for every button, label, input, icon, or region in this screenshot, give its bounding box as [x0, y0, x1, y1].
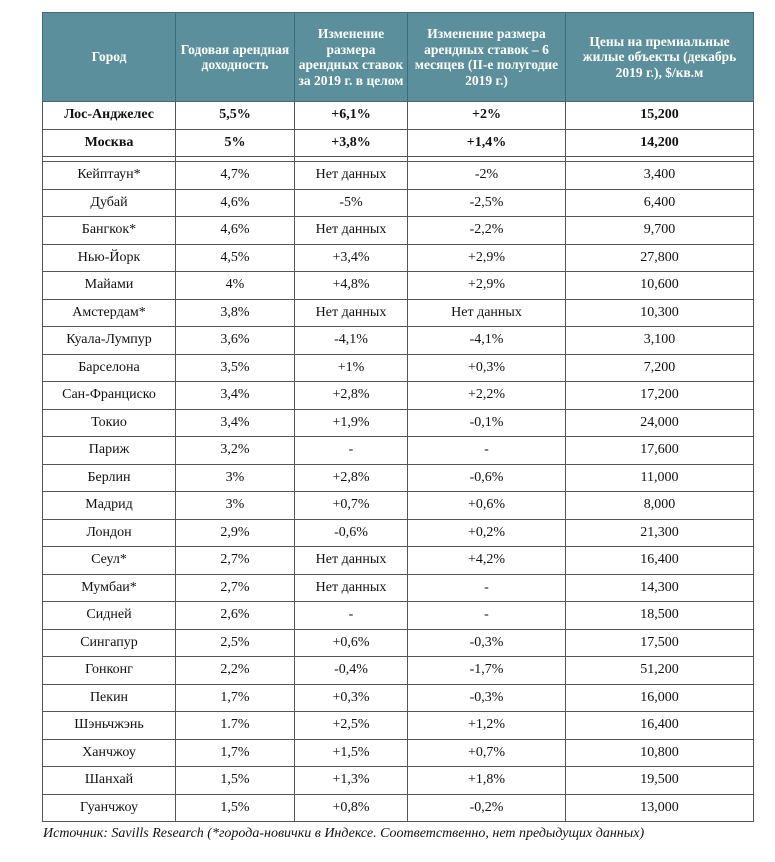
cell-premium-price: 27,800 — [566, 244, 754, 272]
cell-annual-yield: 3,8% — [176, 299, 295, 327]
table-row — [43, 437, 754, 465]
cell-annual-yield: 2,6% — [176, 602, 295, 630]
cell-rent-change-6m: +2,9% — [408, 272, 566, 300]
cell-city: Сеул* — [43, 547, 176, 575]
cell-annual-yield: 1,5% — [176, 767, 295, 795]
cell-city: Мадрид — [43, 492, 176, 520]
cell-annual-yield: 5,5% — [176, 102, 295, 130]
cell-city: Гонконг — [43, 657, 176, 685]
cell-city: Мумбаи* — [43, 574, 176, 602]
cell-premium-price: 16,000 — [566, 684, 754, 712]
header-rent-change-6m: Изменение размера арендных ставок – 6 месяцев (II-е полугодие 2019 г.) — [408, 13, 566, 102]
cell-rent-change-2019: +1,3% — [295, 767, 408, 795]
cell-rent-change-2019: +2,5% — [295, 712, 408, 740]
cell-rent-change-6m: -0,1% — [408, 409, 566, 437]
cell-rent-change-6m: - — [408, 602, 566, 630]
cell-rent-change-2019: -0,6% — [295, 519, 408, 547]
cell-rent-change-2019: - — [295, 602, 408, 630]
table-row — [43, 739, 754, 767]
cell-premium-price: 3,400 — [566, 162, 754, 190]
cell-city: Париж — [43, 437, 176, 465]
table-row — [43, 547, 754, 575]
cell-rent-change-2019: +0,6% — [295, 629, 408, 657]
cell-rent-change-2019: +6,1% — [295, 102, 408, 130]
cell-premium-price: 8,000 — [566, 492, 754, 520]
table-row — [43, 189, 754, 217]
cell-rent-change-6m: - — [408, 574, 566, 602]
cell-annual-yield: 3% — [176, 464, 295, 492]
table-row — [43, 217, 754, 245]
cell-annual-yield: 2,5% — [176, 629, 295, 657]
cell-premium-price: 19,500 — [566, 767, 754, 795]
table-row — [43, 657, 754, 685]
cell-premium-price: 14,200 — [566, 129, 754, 157]
cell-rent-change-2019: Нет данных — [295, 574, 408, 602]
cell-annual-yield: 1,5% — [176, 794, 295, 822]
cell-rent-change-6m: +1,4% — [408, 129, 566, 157]
source-note: Источник: Savills Research (*города-новички в Индексе. Соответственно, нет предыдущих данных) — [43, 826, 645, 841]
cell-premium-price: 18,500 — [566, 602, 754, 630]
cell-premium-price: 16,400 — [566, 547, 754, 575]
header-annual-yield: Годовая арендная доходность — [176, 13, 295, 102]
table-row — [43, 574, 754, 602]
cell-premium-price: 10,600 — [566, 272, 754, 300]
cell-annual-yield: 3,4% — [176, 409, 295, 437]
cell-rent-change-2019: Нет данных — [295, 547, 408, 575]
cell-city: Нью-Йорк — [43, 244, 176, 272]
table-row — [43, 102, 754, 130]
cell-city: Пекин — [43, 684, 176, 712]
cell-rent-change-2019: +0,8% — [295, 794, 408, 822]
cell-rent-change-2019: Нет данных — [295, 217, 408, 245]
cell-annual-yield: 2,7% — [176, 574, 295, 602]
cell-premium-price: 6,400 — [566, 189, 754, 217]
cell-rent-change-2019: +2,8% — [295, 464, 408, 492]
rental-yield-table-container — [42, 12, 753, 822]
cell-rent-change-6m: +1,2% — [408, 712, 566, 740]
cell-rent-change-2019: +0,3% — [295, 684, 408, 712]
cell-rent-change-6m: +0,7% — [408, 739, 566, 767]
cell-rent-change-2019: +3,4% — [295, 244, 408, 272]
rental-yield-table — [42, 12, 754, 822]
table-row — [43, 519, 754, 547]
cell-annual-yield: 3,5% — [176, 354, 295, 382]
cell-annual-yield: 3% — [176, 492, 295, 520]
cell-rent-change-2019: -0,4% — [295, 657, 408, 685]
cell-annual-yield: 4,5% — [176, 244, 295, 272]
cell-city: Кейптаун* — [43, 162, 176, 190]
table-row — [43, 272, 754, 300]
cell-annual-yield: 4,6% — [176, 189, 295, 217]
cell-premium-price: 24,000 — [566, 409, 754, 437]
cell-rent-change-2019: Нет данных — [295, 299, 408, 327]
table-row — [43, 712, 754, 740]
header-premium-price: Цены на премиальные жилые объекты (декабрь 2019 г.), $/кв.м — [566, 13, 754, 102]
header-row — [43, 13, 754, 102]
cell-premium-price: 10,800 — [566, 739, 754, 767]
cell-city: Куала-Лумпур — [43, 327, 176, 355]
table-row — [43, 492, 754, 520]
header-rent-change-2019: Изменение размера арендных ставок за 2019 г. в целом — [295, 13, 408, 102]
cell-rent-change-2019: +1,5% — [295, 739, 408, 767]
cell-city: Дубай — [43, 189, 176, 217]
cell-rent-change-6m: -1,7% — [408, 657, 566, 685]
cell-rent-change-6m: -0,2% — [408, 794, 566, 822]
cell-rent-change-6m: -4,1% — [408, 327, 566, 355]
cell-rent-change-2019: -5% — [295, 189, 408, 217]
cell-rent-change-6m: +0,6% — [408, 492, 566, 520]
cell-rent-change-6m: +2,2% — [408, 382, 566, 410]
cell-rent-change-6m: +1,8% — [408, 767, 566, 795]
table-row — [43, 244, 754, 272]
cell-rent-change-2019: Нет данных — [295, 162, 408, 190]
cell-city: Лондон — [43, 519, 176, 547]
table-row — [43, 299, 754, 327]
cell-rent-change-2019: -4,1% — [295, 327, 408, 355]
cell-city: Москва — [43, 129, 176, 157]
cell-rent-change-2019: +0,7% — [295, 492, 408, 520]
header-city: Город — [43, 13, 176, 102]
cell-premium-price: 7,200 — [566, 354, 754, 382]
cell-city: Майами — [43, 272, 176, 300]
cell-city: Токио — [43, 409, 176, 437]
cell-premium-price: 10,300 — [566, 299, 754, 327]
cell-rent-change-6m: +0,2% — [408, 519, 566, 547]
cell-premium-price: 17,200 — [566, 382, 754, 410]
cell-city: Лос-Анджелес — [43, 102, 176, 130]
cell-rent-change-6m: Нет данных — [408, 299, 566, 327]
cell-premium-price: 11,000 — [566, 464, 754, 492]
cell-premium-price: 3,100 — [566, 327, 754, 355]
cell-rent-change-6m: -0,3% — [408, 684, 566, 712]
cell-rent-change-2019: +2,8% — [295, 382, 408, 410]
cell-rent-change-6m: +2,9% — [408, 244, 566, 272]
cell-city: Сингапур — [43, 629, 176, 657]
cell-city: Амстердам* — [43, 299, 176, 327]
cell-city: Ханчжоу — [43, 739, 176, 767]
cell-rent-change-2019: - — [295, 437, 408, 465]
cell-annual-yield: 2,7% — [176, 547, 295, 575]
cell-city: Гуанчжоу — [43, 794, 176, 822]
cell-premium-price: 17,600 — [566, 437, 754, 465]
cell-rent-change-6m: -0,3% — [408, 629, 566, 657]
cell-rent-change-6m: -2,5% — [408, 189, 566, 217]
cell-annual-yield: 1,7% — [176, 684, 295, 712]
cell-rent-change-2019: +4,8% — [295, 272, 408, 300]
table-row — [43, 327, 754, 355]
table-row — [43, 602, 754, 630]
table-row — [43, 794, 754, 822]
cell-rent-change-2019: +1% — [295, 354, 408, 382]
cell-city: Бангкок* — [43, 217, 176, 245]
cell-annual-yield: 3,4% — [176, 382, 295, 410]
cell-annual-yield: 5% — [176, 129, 295, 157]
cell-city: Берлин — [43, 464, 176, 492]
cell-annual-yield: 2,9% — [176, 519, 295, 547]
cell-annual-yield: 3,6% — [176, 327, 295, 355]
cell-rent-change-6m: -0,6% — [408, 464, 566, 492]
table-row — [43, 629, 754, 657]
cell-city: Барселона — [43, 354, 176, 382]
table-row — [43, 129, 754, 157]
table-row — [43, 767, 754, 795]
table-row — [43, 464, 754, 492]
cell-annual-yield: 1,7% — [176, 739, 295, 767]
table-row — [43, 162, 754, 190]
cell-premium-price: 9,700 — [566, 217, 754, 245]
cell-rent-change-6m: +2% — [408, 102, 566, 130]
cell-annual-yield: 2,2% — [176, 657, 295, 685]
cell-rent-change-6m: +4,2% — [408, 547, 566, 575]
cell-rent-change-6m: -2,2% — [408, 217, 566, 245]
table-row — [43, 382, 754, 410]
cell-rent-change-6m: +0,3% — [408, 354, 566, 382]
cell-annual-yield: 3,2% — [176, 437, 295, 465]
cell-city: Сидней — [43, 602, 176, 630]
cell-premium-price: 51,200 — [566, 657, 754, 685]
table-row — [43, 409, 754, 437]
cell-premium-price: 16,400 — [566, 712, 754, 740]
table-row — [43, 684, 754, 712]
cell-rent-change-6m: -2% — [408, 162, 566, 190]
cell-premium-price: 15,200 — [566, 102, 754, 130]
table-body — [43, 102, 754, 822]
cell-annual-yield: 4,6% — [176, 217, 295, 245]
cell-premium-price: 21,300 — [566, 519, 754, 547]
table-row — [43, 354, 754, 382]
cell-premium-price: 17,500 — [566, 629, 754, 657]
cell-city: Шанхай — [43, 767, 176, 795]
cell-rent-change-2019: +3,8% — [295, 129, 408, 157]
cell-annual-yield: 4% — [176, 272, 295, 300]
cell-premium-price: 14,300 — [566, 574, 754, 602]
cell-annual-yield: 1.7% — [176, 712, 295, 740]
cell-annual-yield: 4,7% — [176, 162, 295, 190]
cell-premium-price: 13,000 — [566, 794, 754, 822]
cell-rent-change-6m: - — [408, 437, 566, 465]
cell-city: Сан-Франциско — [43, 382, 176, 410]
cell-city: Шэньчжэнь — [43, 712, 176, 740]
cell-rent-change-2019: +1,9% — [295, 409, 408, 437]
